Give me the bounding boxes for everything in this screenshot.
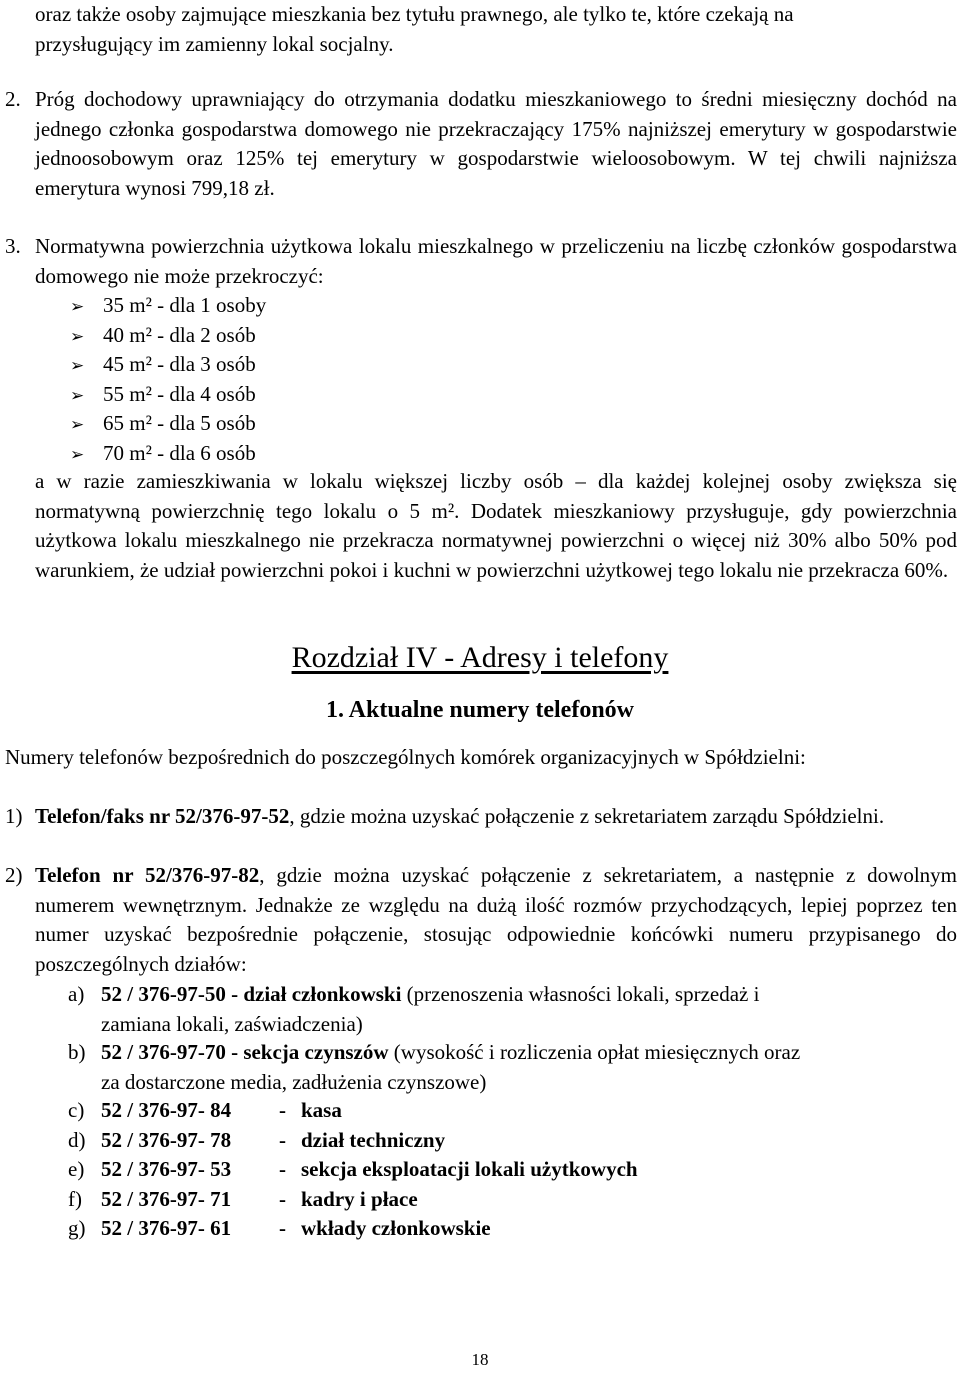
list-item: ➢ 35 m² - dla 1 osoby — [70, 291, 266, 321]
point-2-number: 2. — [5, 87, 21, 111]
extension-b-letter: b) — [68, 1040, 86, 1064]
phone-item-1-number: 1) — [5, 804, 23, 828]
point-3-tail — [35, 467, 957, 585]
point-3-tail-text: a w razie zamieszkiwania w lokalu większej liczby osób – dla każdej kolejnej osoby zwiększa się normatywną powierzchnię tego lokalu o 5 m². Dodatek mieszkaniowy przysługuje, gdy powierzchnia użytkowa lokalu mieszkalnego nie przekracza normatywnej powierzchni o więcej niż 30% albo 50% pod warunkiem, że udział powierzchni pokoi i kuchni w powierzchni użytkowej tego lokalu nie przekracza 60%. — [35, 469, 957, 582]
extension-b-desc-2: za dostarczone media, zadłużenia czynszowe) — [101, 1069, 487, 1094]
point-3-intro: Normatywna powierzchnia użytkowa lokalu mieszkalnego w przeliczeniu na liczbę członków gospodarstwa domowego nie może przekroczyć: — [35, 234, 957, 288]
arrow-bullet-icon: ➢ — [70, 356, 85, 377]
arrow-bullet-icon: ➢ — [70, 297, 85, 317]
extension-a-desc-2: zamiana lokali, zaświadczenia) — [101, 1011, 363, 1036]
extension-a-desc: (przenoszenia własności lokali, sprzedaż i — [401, 982, 760, 1006]
list-item: ➢ 40 m² - dla 2 osób — [70, 321, 266, 351]
phone-item-2-number-label: Telefon nr 52/376-97-82 — [35, 863, 260, 887]
phone-item-1-text: , gdzie można uzyskać połączenie z sekretariatem zarządu Spółdzielni. — [289, 804, 885, 828]
extension-b-desc: (wysokość i rozliczenia opłat miesięcznych oraz — [388, 1040, 801, 1064]
point-3-number: 3. — [5, 234, 21, 258]
extension-a-code: 52 / 376-97-50 - dział członkowski — [101, 982, 402, 1006]
arrow-bullet-icon: ➢ — [70, 326, 85, 347]
point-3 — [0, 232, 957, 291]
intro-line-1: oraz także osoby zajmujące mieszkania bez tytułu prawnego, ale tylko te, które czekają na — [35, 2, 794, 26]
list-item: ➢ 55 m² - dla 4 osób — [70, 380, 266, 410]
extension-a-letter: a) — [68, 982, 85, 1006]
phone-item-1-number-label: Telefon/faks nr 52/376-97-52 — [35, 804, 290, 828]
intro-paragraph — [35, 0, 957, 59]
document-page: oraz także osoby zajmujące mieszkania bez tytułu prawnego, ale tylko te, które czekają na przysługujący im zamienny lokal socjalny. 2. Próg dochodowy uprawniający do otrzymania dodatku mieszkaniowego to średni miesięczny dochód na jednego członka gospodarstwa domowego nie przekraczający 175% najniższej emerytury w gospodarstwie jednoosobowym oraz 125% tej emerytury w gospodarstwie wieloosobowym. W tej chwili najniższa emerytura wynosi 799,18 zł. 3. Normatywna powierzchnia użytkowa lokalu mieszkalnego w przeliczeniu na liczbę członków gospodarstwa domowego nie może przekroczyć: ➢ 35 m² - dla 1 osoby ➢ 40 m² - dla 2 osób ➢ 45 m² - dla 3 osób ➢ 55 m² - dla 4 osób ➢ 65 m² - dla 5 osób ➢ 70 m² - dla 6 osób a w razie zamieszkiwania w lokalu większej liczby osób – dla każdej kolejnej osoby zwiększa się normatywną powierzchnię tego lokalu o 5 m². Dodatek mieszkaniowy przysługuje, gdy powierzchnia użytkowa lokalu mieszkalnego nie przekracza normatywnej powierzchni o więcej niż 30% albo 50% pod warunkiem, że udział powierzchni pokoi i kuchni w powierzchni użytkowej tego lokalu nie przekracza 60%. Rozdział IV - Adresy i telefony 1. Aktualne numery telefonów Numery telefonów bezpośrednich do poszczególnych komórek organizacyjnych w Spółdzielni: 1) Telefon/faks nr 52/376-97-52, gdzie można uzyskać połączenie z sekretariatem zarządu Spółdzielni. 2) Telefon nr 52/376-97-82, gdzie można uzyskać połączenie z sekretariatem, a następnie z dowolnym numerem wewnętrznym. Jednakże ze względu na dużą ilość rozmów przychodzących, lepiej poprzez ten numer uzyskać bezpośrednie połączenie, stosując odpowiednie końcówki numeru przypisanego do poszczególnych działów: a) 52 / 376-97-50 - dział członkowski (przenoszenia własności lokali, sprzedaż i zamiana lokali, zaświadczenia) b) 52 / 376-97-70 - sekcja czynszów (wysokość i rozliczenia opłat miesięcznych oraz za dostarczone media, zadłużenia czynszowe) c) 52 / 376-97- 84 - kasa d) 52 / 376-97- 78 - dział techniczny e) 52 / 376-97- 53 - sekcja eksploatacji lokali użytkowych f) 52 / 376-97- 71 - kadry i płace g) 52 / 376-97- 61 - wkłady członkowskie 18 — [0, 0, 960, 1373]
intro-line-2: przysługujący im zamienny lokal socjalny. — [35, 31, 394, 56]
phone-item-2-number: 2) — [5, 863, 23, 887]
extension-b-code: 52 / 376-97-70 - sekcja czynszów — [101, 1040, 389, 1064]
point-2-text: Próg dochodowy uprawniający do otrzymania dodatku mieszkaniowego to średni miesięczny dochód na jednego członka gospodarstwa domowego nie przekraczający 175% najniższej emerytury w gospodarstwie jednoosobowym oraz 125% tej emerytury w gospodarstwie wieloosobowym. W tej chwili najniższa emerytura wynosi 799,18 zł. — [35, 87, 957, 200]
phone-item-2-text: , gdzie można uzyskać połączenie z sekretariatem, a następnie z dowolnym numerem wewnętrznym. Jednakże ze względu na dużą ilość rozmów przychodzących, lepiej poprzez ten numer uzyskać bezpośrednie połączenie, stosując odpowiednie końcówki numeru przypisanego do poszczególnych działów: — [35, 863, 957, 976]
section-title: 1. Aktualne numery telefonów — [326, 697, 634, 723]
list-item: ➢ 70 m² - dla 6 osób — [70, 439, 266, 469]
arrow-bullet-icon: ➢ — [70, 444, 85, 465]
phones-intro — [5, 743, 957, 773]
chapter-title: Rozdział IV - Adresy i telefony — [291, 641, 669, 674]
page-number: 18 — [471, 1350, 489, 1369]
phones-intro-text: Numery telefonów bezpośrednich do poszczególnych komórek organizacyjnych w Spółdzielni: — [5, 745, 806, 769]
list-item: ➢ 65 m² - dla 5 osób — [70, 409, 266, 439]
area-list — [70, 291, 266, 469]
list-item: ➢ 45 m² - dla 3 osób — [70, 350, 266, 380]
arrow-bullet-icon: ➢ — [70, 415, 85, 436]
arrow-bullet-icon: ➢ — [70, 385, 85, 406]
point-2 — [0, 85, 957, 203]
